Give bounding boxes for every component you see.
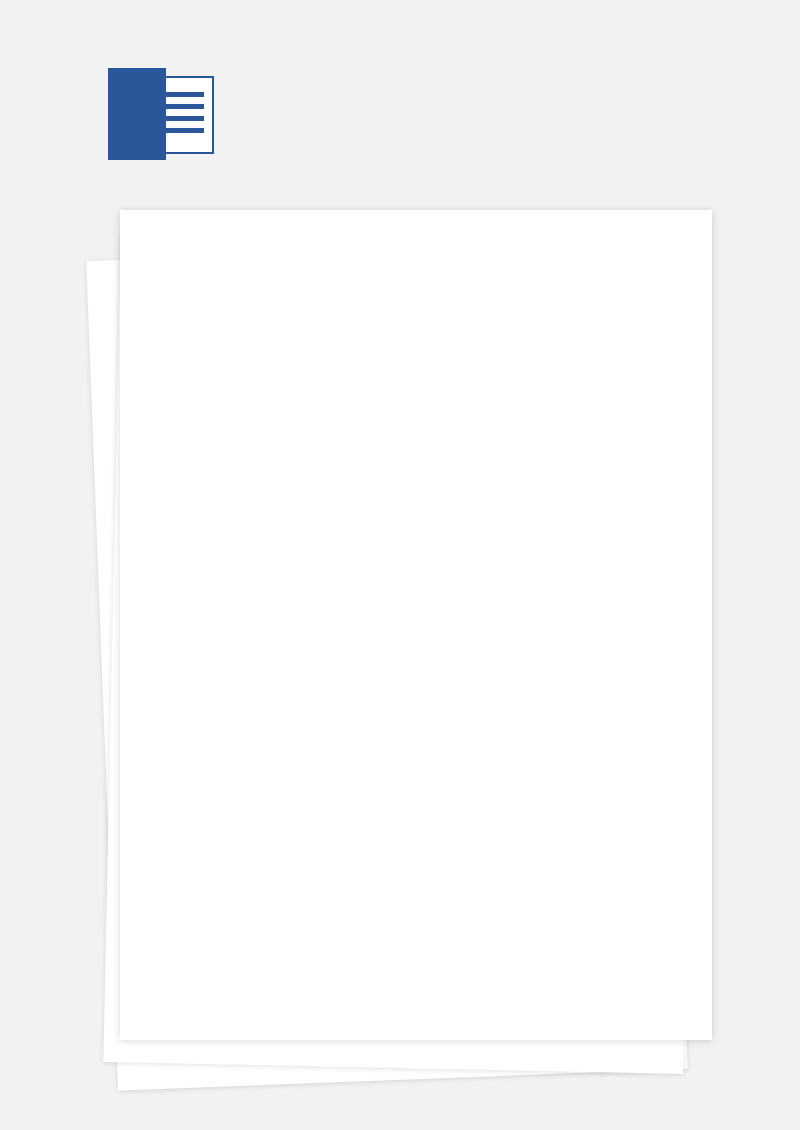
word-logo-badge (108, 68, 166, 160)
word-document-icon (108, 68, 220, 160)
document-page (120, 210, 712, 1040)
